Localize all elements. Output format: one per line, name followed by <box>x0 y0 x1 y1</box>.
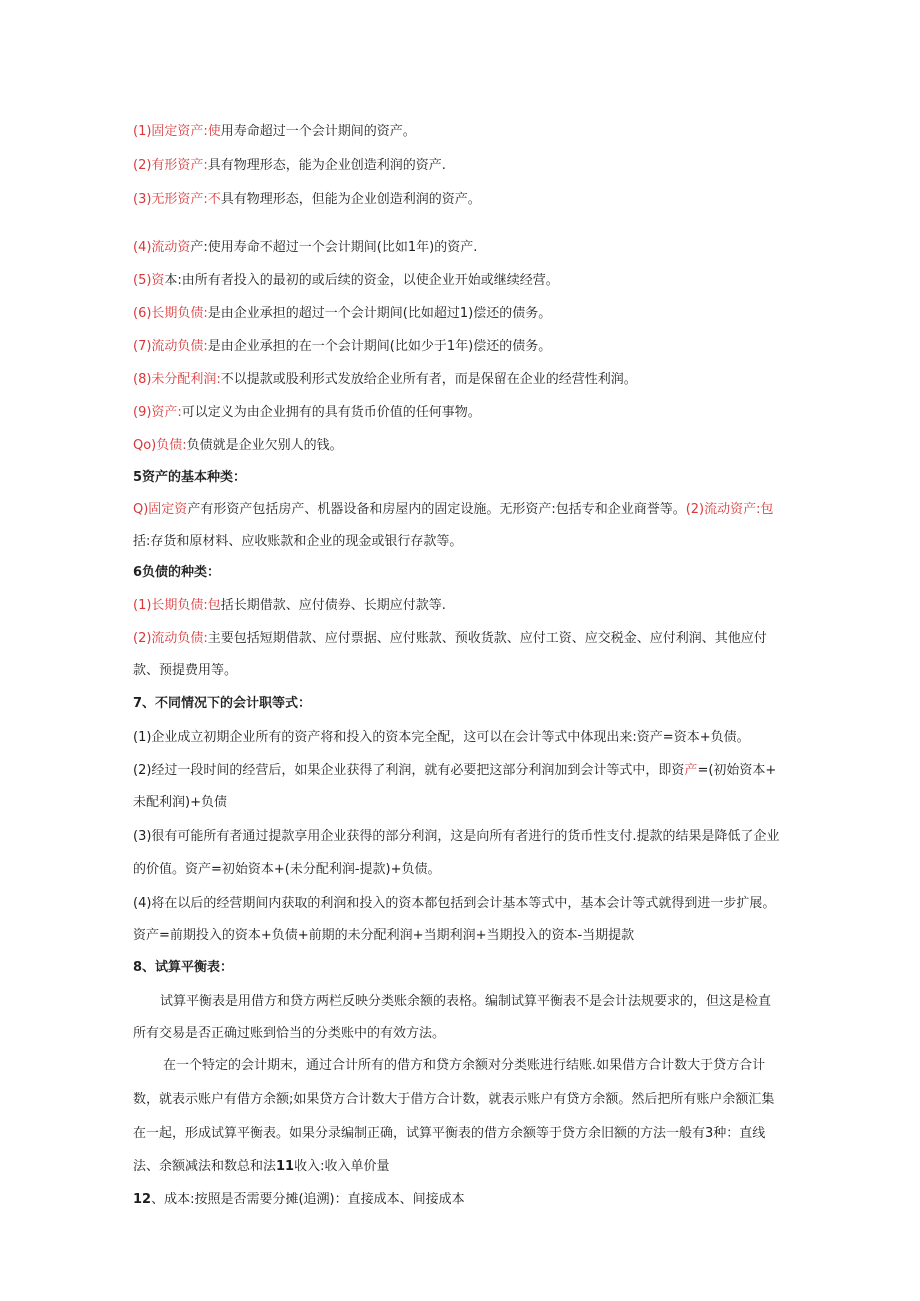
body-text: 款、预提费用等。 <box>133 663 238 678</box>
body-text: 所有交易是否正确过账到恰当的分类账中的有效方法。 <box>133 1026 446 1041</box>
liability-types-line-1 <box>133 598 446 614</box>
section-number-12: 12 <box>133 1192 152 1207</box>
term-label: (8)未分配利润: <box>133 372 221 387</box>
body-text: 资产=前期投入的资本+负债+前期的未分配利润+当期利润+当期投入的资本-当期提款 <box>133 928 635 943</box>
definition-tangible-assets <box>133 158 446 174</box>
equation-case-3-line-1 <box>133 829 780 845</box>
term-text: 主要包括短期借款、应付票据、应付账款、预收货款、应付工资、应交税金、应付利润、其他应付 <box>207 631 767 646</box>
definition-retained-earnings <box>133 372 637 388</box>
body-text: 数，就表示账户有借方余额;如果贷方合计数大于借方合计数，就表示账户有贷方余额。然后把所有账户余额汇集 <box>133 1092 775 1107</box>
heading-text: 5资产的基本种类： <box>133 470 247 485</box>
term-label: (4)流动资 <box>133 240 191 255</box>
trial-balance-para-1-line-2 <box>133 1026 445 1042</box>
term-label: (1)长期负债:包 <box>133 598 221 613</box>
heading-text: 7、不同情况下的会计职等式： <box>133 696 312 711</box>
term-text: 本:由所有者投入的最初的或后续的资金，以使企业开始或继续经营。 <box>164 273 559 288</box>
term-label: (1)固定资产:使 <box>133 124 221 139</box>
section-heading-8 <box>133 960 233 976</box>
term-label: (6)长期负债: <box>133 306 208 321</box>
section-heading-7 <box>133 696 311 712</box>
term-text: 产:使用寿命不超过一个会计期间(比如1年)的资产. <box>190 240 478 255</box>
equation-case-2-line-2 <box>133 795 227 811</box>
body-text: 法、余额减法和数总和法 <box>133 1159 277 1174</box>
term-label: Q)固定资 <box>133 502 188 517</box>
body-text: (1)企业成立初期企业所有的资产将和投入的资本完全配，这可以在会计等式中体现出来:资产=资本+负债。 <box>133 730 750 745</box>
term-text: 具有物理形态，能为企业创造利润的资产. <box>207 158 446 173</box>
term-text: 不以提款或股利形式发放给企业所有者，而是保留在企业的经营性利润。 <box>220 372 637 387</box>
equation-case-4-line-2 <box>133 928 634 944</box>
term-label: (5)资 <box>133 273 165 288</box>
term-label: (2)有形资产: <box>133 158 208 173</box>
body-text-tail: =(初始资本+ <box>697 763 777 778</box>
term-label: (7)流动负债: <box>133 339 208 354</box>
trial-balance-para-2-line-1 <box>163 1058 765 1074</box>
definition-fixed-assets <box>133 124 416 140</box>
equation-case-1 <box>133 730 750 746</box>
asset-types-line-1 <box>133 502 774 518</box>
heading-text: 6负债的种类： <box>133 565 221 580</box>
term-label: (9)资产: <box>133 405 182 420</box>
definition-long-term-liabilities <box>133 306 551 322</box>
term-text: 括长期借款、应付债券、长期应付款等. <box>220 598 446 613</box>
term-label: Qo)负债: <box>133 438 187 453</box>
term-text: 是由企业承担的超过一个会计期间(比如超过1)偿还的债务。 <box>207 306 552 321</box>
definition-assets <box>133 405 481 421</box>
body-text: 在一个特定的会计期末，通过合计所有的借方和贷方余额对分类账进行结账.如果借方合计数大于贷方合计 <box>163 1058 766 1073</box>
term-label-2: (2)流动资产:包 <box>685 502 774 517</box>
definition-current-liabilities <box>133 339 551 355</box>
body-text: (3)很有可能所有者通过提款享用企业获得的部分利润，这是向所有者进行的货币性支付.提款的结果是降低了企业 <box>133 829 780 844</box>
highlight-text: 产 <box>684 763 698 778</box>
asset-types-line-2 <box>133 534 462 550</box>
heading-text: 8、试算平衡表： <box>133 960 234 975</box>
definition-capital <box>133 273 559 289</box>
body-text: 试算平衡表是用借方和贷方两栏反映分类账余额的表格。编制试算平衡表不是会计法规要求的，但这是检直 <box>160 994 772 1009</box>
term-text: 负债就是企业欠别人的钱。 <box>186 438 343 453</box>
term-text: 具有物理形态，但能为企业创造利润的资产。 <box>220 192 481 207</box>
definition-intangible-assets <box>133 192 481 208</box>
trial-balance-para-2-line-4 <box>133 1159 390 1175</box>
heading-text: 、成本:按照是否需要分摊(追溯)：直接成本、间接成本 <box>151 1192 465 1207</box>
body-text: (2)经过一段时间的经营后，如果企业获得了利润，就有必要把这部分利润加到会计等式中，即资 <box>133 763 685 778</box>
equation-case-3-line-2 <box>133 862 441 878</box>
body-text-tail: 收入:收入单价量 <box>294 1159 390 1174</box>
liability-types-line-2 <box>133 631 767 647</box>
definition-current-assets <box>133 240 477 256</box>
section-number-11: 11 <box>276 1159 295 1174</box>
body-text: 在一起，形成试算平衡表。如果分录编制正确，试算平衡表的借方余额等于贷方余旧额的方法一般有3种：直线 <box>133 1126 766 1141</box>
trial-balance-para-2-line-2 <box>133 1092 774 1108</box>
section-heading-5 <box>133 470 246 486</box>
equation-case-4-line-1 <box>133 896 775 912</box>
term-label: (2)流动负债: <box>133 631 208 646</box>
term-label: (3)无形资产:不 <box>133 192 221 207</box>
term-text: 产有形资产包括房产、机器设备和房屋内的固定设施。无形资产:包括专和企业商誉等。 <box>187 502 686 517</box>
section-heading-6 <box>133 565 220 581</box>
equation-case-2-line-1 <box>133 763 776 779</box>
definition-liabilities <box>133 438 343 454</box>
term-text: 用寿命超过一个会计期间的资产。 <box>220 124 416 139</box>
trial-balance-para-2-line-3 <box>133 1126 765 1142</box>
trial-balance-para-1-line-1 <box>160 994 771 1010</box>
body-text: 的价值。资产=初始资本+(未分配利润-提款)+负债。 <box>133 862 441 877</box>
liability-types-line-3 <box>133 663 237 679</box>
body-text: (4)将在以后的经营期间内获取的利润和投入的资本都包括到会计基本等式中，基本会计等式就得到进一步扩展。 <box>133 896 776 911</box>
term-text: 是由企业承担的在一个会计期间(比如少于1年)偿还的债务。 <box>207 339 552 354</box>
section-heading-12 <box>133 1192 465 1208</box>
body-text: 括:存货和原材料、应收账款和企业的现金或银行存款等。 <box>133 534 463 549</box>
term-text: 可以定义为由企业拥有的具有货币价值的任何事物。 <box>181 405 481 420</box>
body-text: 未配利润)+负债 <box>133 795 227 810</box>
